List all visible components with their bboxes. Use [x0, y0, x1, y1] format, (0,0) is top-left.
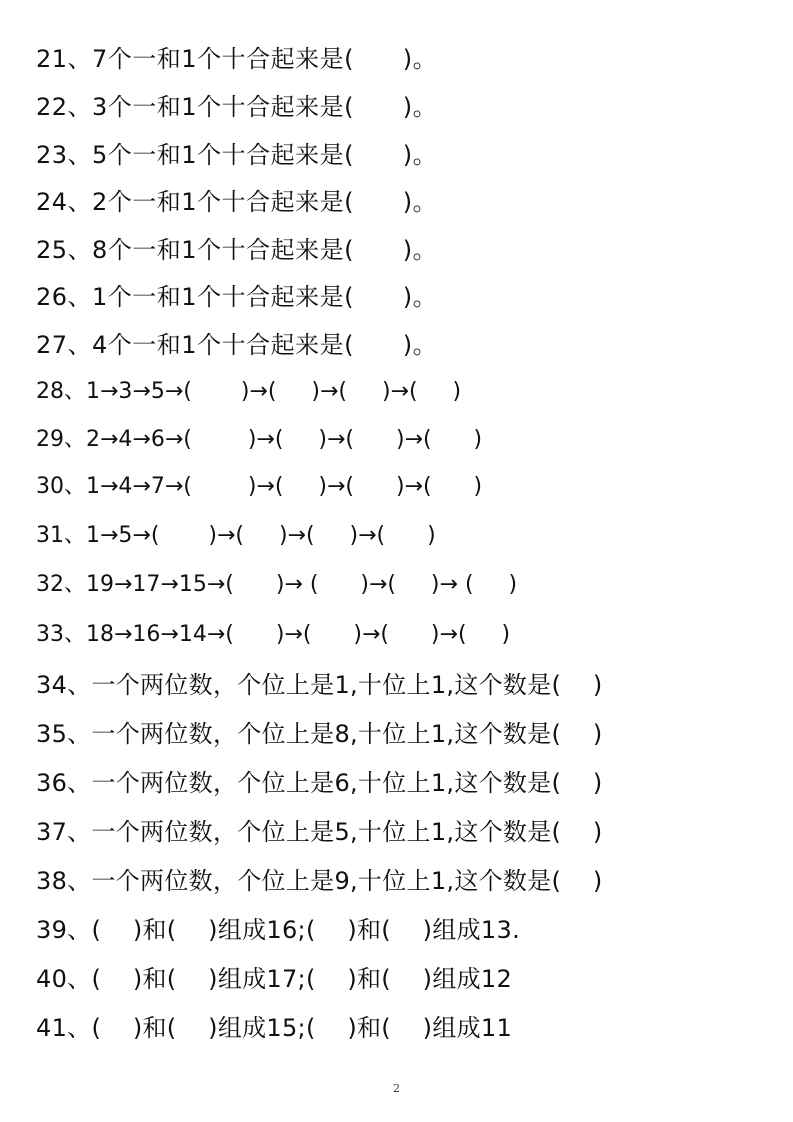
question-35: 35、一个两位数，个位上是8,十位上1,这个数是( ): [36, 720, 603, 748]
question-38: 38、一个两位数，个位上是9,十位上1,这个数是( ): [36, 867, 603, 895]
question-39: 39、( )和( )组成16;( )和( )组成13.: [36, 916, 520, 944]
question-23: 23、5个一和1个十合起来是( )。: [36, 141, 438, 169]
question-40: 40、( )和( )组成17;( )和( )组成12: [36, 965, 513, 993]
question-28: 28、1→3→5→( )→( )→( )→( ): [36, 379, 462, 404]
question-34: 34、一个两位数，个位上是1,十位上1,这个数是( ): [36, 671, 603, 699]
question-37: 37、一个两位数，个位上是5,十位上1,这个数是( ): [36, 818, 603, 846]
question-29: 29、2→4→6→( )→( )→( )→( ): [36, 427, 483, 452]
page-number: 2: [393, 1082, 400, 1095]
question-21: 21、7个一和1个十合起来是( )。: [36, 45, 438, 73]
question-41: 41、( )和( )组成15;( )和( )组成11: [36, 1014, 513, 1042]
question-24: 24、2个一和1个十合起来是( )。: [36, 188, 438, 216]
question-30: 30、1→4→7→( )→( )→( )→( ): [36, 474, 483, 499]
question-33: 33、18→16→14→( )→( )→( )→( ): [36, 622, 511, 647]
question-31: 31、1→5→( )→( )→( )→( ): [36, 523, 436, 548]
question-22: 22、3个一和1个十合起来是( )。: [36, 93, 438, 121]
question-25: 25、8个一和1个十合起来是( )。: [36, 236, 438, 264]
question-26: 26、1个一和1个十合起来是( )。: [36, 283, 438, 311]
question-27: 27、4个一和1个十合起来是( )。: [36, 331, 438, 359]
question-32: 32、19→17→15→( )→ ( )→( )→ ( ): [36, 572, 518, 597]
question-36: 36、一个两位数，个位上是6,十位上1,这个数是( ): [36, 769, 603, 797]
